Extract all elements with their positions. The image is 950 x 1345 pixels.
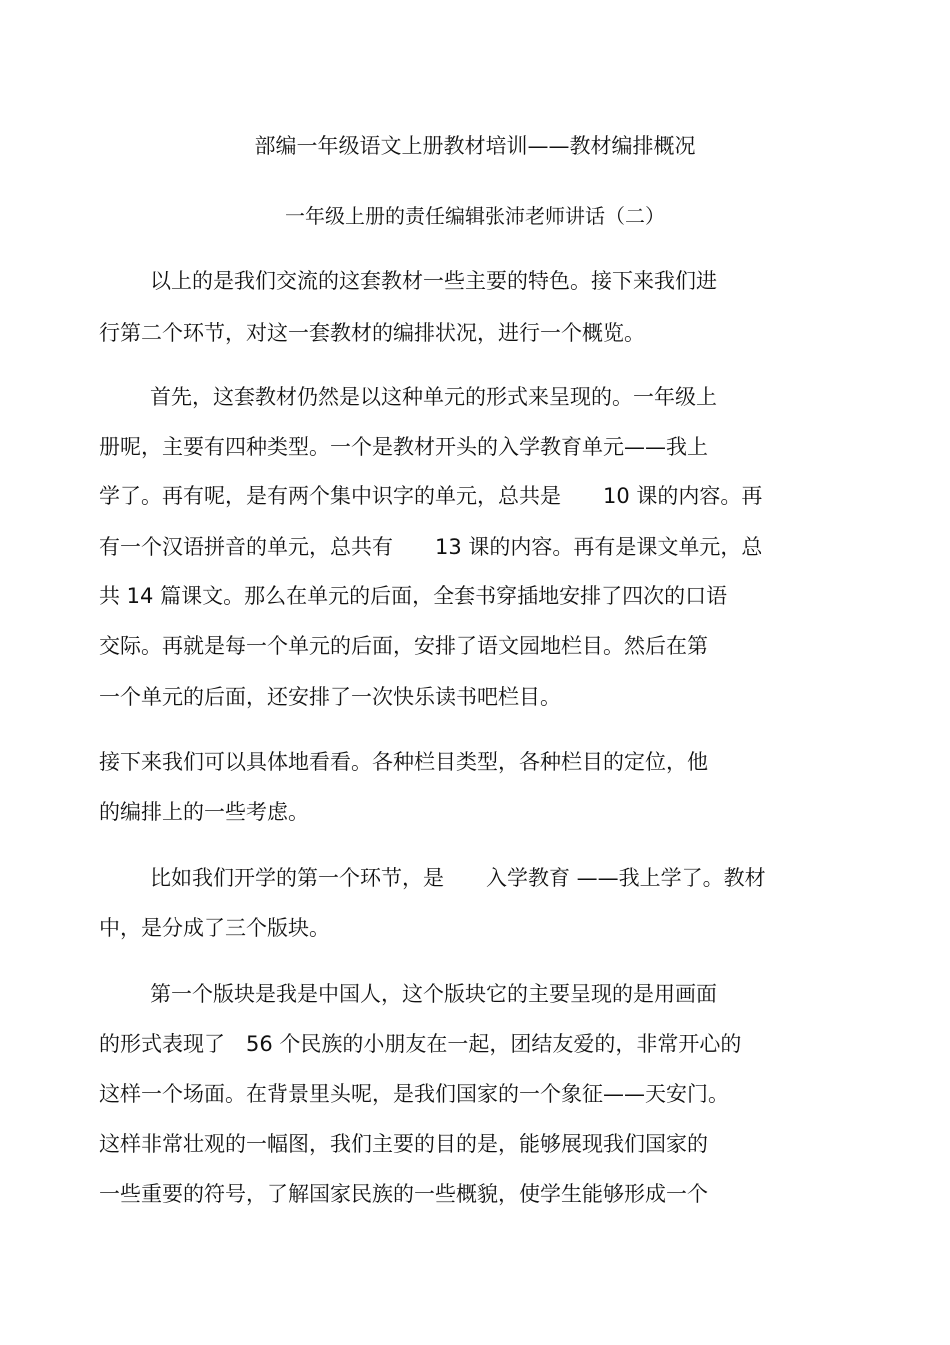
text-line: 第一个版块是我是中国人，这个版块它的主要呈现的是用画面 — [150, 982, 717, 1006]
document-title: 部编一年级语文上册教材培训——教材编排概况 — [254, 134, 696, 158]
text-line: 以上的是我们交流的这套教材一些主要的特色。接下来我们进 — [150, 269, 717, 293]
text-line: 这样一个场面。在背景里头呢，是我们国家的一个象征——天安门。 — [99, 1082, 729, 1106]
text-line: 这样非常壮观的一幅图，我们主要的目的是，能够展现我们国家的 — [99, 1132, 708, 1156]
text-line: 有一个汉语拼音的单元，总共有 13 课的内容。再有是课文单元，总 — [99, 535, 763, 559]
text-line: 学了。再有呢，是有两个集中识字的单元，总共是 10 课的内容。再 — [99, 484, 763, 508]
document-subtitle: 一年级上册的责任编辑张沛老师讲话（二） — [285, 204, 665, 228]
text-line: 的形式表现了 56 个民族的小朋友在一起，团结友爱的，非常开心的 — [99, 1032, 742, 1056]
text-line: 一个单元的后面，还安排了一次快乐读书吧栏目。 — [99, 685, 561, 709]
text-line: 的编排上的一些考虑。 — [99, 800, 309, 824]
text-line: 册呢，主要有四种类型。一个是教材开头的入学教育单元——我上 — [99, 435, 708, 459]
text-line: 一些重要的符号，了解国家民族的一些概貌，使学生能够形成一个 — [99, 1182, 708, 1206]
text-line: 比如我们开学的第一个环节，是 入学教育 ——我上学了。教材 — [150, 866, 766, 890]
text-line: 交际。再就是每一个单元的后面，安排了语文园地栏目。然后在第 — [99, 634, 708, 658]
text-line: 中，是分成了三个版块。 — [99, 916, 330, 940]
text-line: 共 14 篇课文。那么在单元的后面，全套书穿插地安排了四次的口语 — [99, 584, 728, 608]
text-line: 接下来我们可以具体地看看。各种栏目类型，各种栏目的定位，他 — [99, 750, 708, 774]
text-line: 首先，这套教材仍然是以这种单元的形式来呈现的。一年级上 — [150, 385, 717, 409]
text-line: 行第二个环节，对这一套教材的编排状况，进行一个概览。 — [99, 321, 645, 345]
